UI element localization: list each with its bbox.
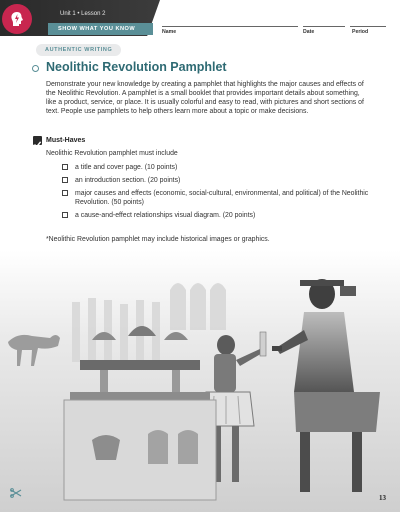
activity-tag: AUTHENTIC WRITING	[36, 44, 121, 56]
footnote: *Neolithic Revolution pamphlet may include historical images or graphics.	[46, 236, 270, 243]
egyptian-mural-illustration	[0, 250, 400, 512]
requirements-list	[62, 163, 372, 224]
list-item: major causes and effects (economic, social-cultural, environmental, and political) of the Neolithic Revolution. (50 points)	[62, 189, 372, 207]
title-bullet-icon	[32, 65, 39, 72]
brain-lightning-icon	[2, 4, 32, 34]
checkbox-icon[interactable]	[62, 177, 68, 183]
scissors-icon	[10, 488, 22, 498]
list-item: a title and cover page. (10 points)	[62, 163, 372, 172]
checkbox-icon[interactable]	[62, 212, 68, 218]
must-haves-heading: Must-Haves	[46, 137, 86, 144]
checkbox-icon[interactable]	[62, 164, 68, 170]
name-field-label: Name	[162, 29, 177, 35]
checkbox-icon[interactable]	[62, 190, 68, 196]
period-field-label: Period	[352, 29, 369, 35]
name-field-line[interactable]	[162, 26, 298, 27]
requirements-intro: Neolithic Revolution pamphlet must include	[46, 150, 178, 157]
unit-lesson-label: Unit 1 • Lesson 2	[60, 11, 106, 17]
date-field-line[interactable]	[303, 26, 345, 27]
activity-description: Demonstrate your new knowledge by creating a pamphlet that highlights the major causes and effects of the Neolithic Revolution. A pamphlet is a small booklet that provides important details about something, like a product, service, or place. It is usually colorful and easy to read, with pictures and short sections of text. People use pamphlets to help others learn more about a topic or make decisions.	[46, 81, 364, 115]
period-field-line[interactable]	[350, 26, 386, 27]
date-field-label: Date	[303, 29, 315, 35]
checkmark-icon	[33, 136, 42, 145]
page-number: 13	[379, 494, 386, 502]
list-item: a cause-and-effect relationships visual diagram. (20 points)	[62, 211, 372, 220]
section-label: SHOW WHAT YOU KNOW	[48, 23, 153, 35]
activity-title: Neolithic Revolution Pamphlet	[46, 60, 227, 74]
list-item: an introduction section. (20 points)	[62, 176, 372, 185]
